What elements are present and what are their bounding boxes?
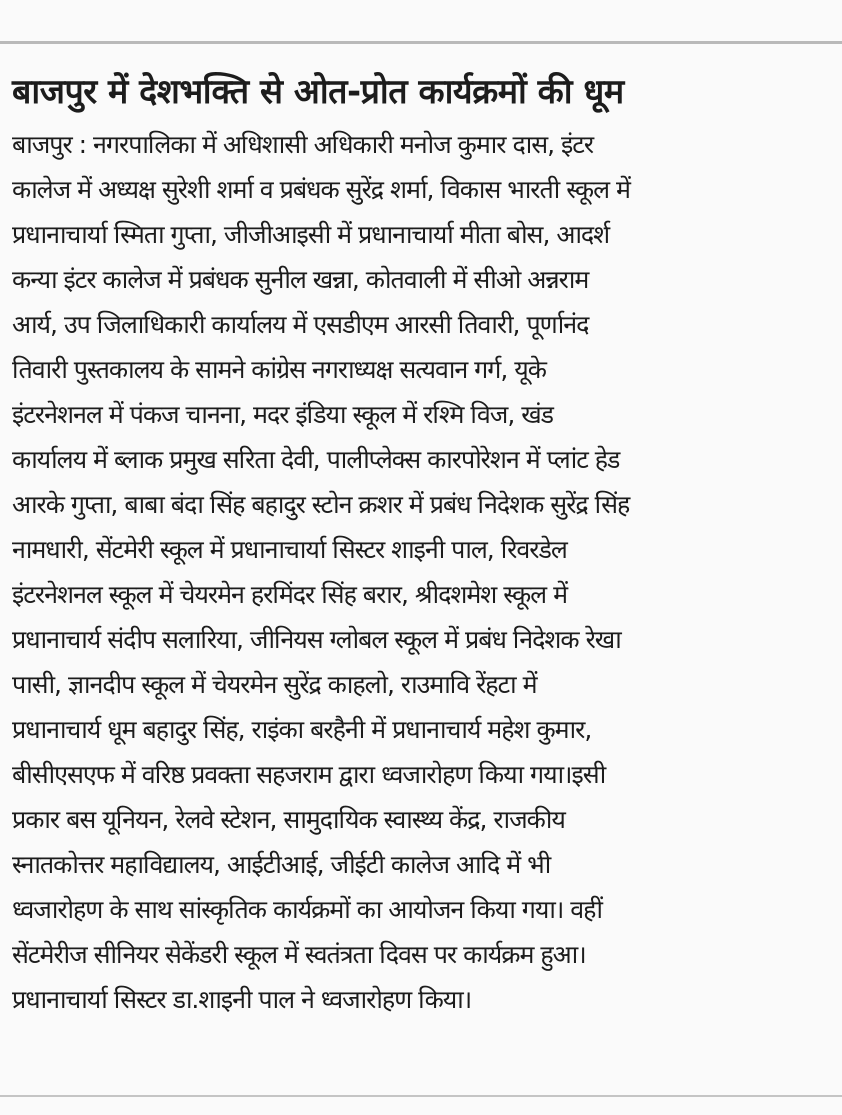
article-line: ध्वजारोहण के साथ सांस्कृतिक कार्यक्रमों का आयोजन किया गया। वहीं bbox=[12, 895, 602, 924]
article-headline: बाजपुर में देशभक्ति से ओत-प्रोत कार्यक्रमों की धूम bbox=[12, 72, 624, 112]
article-line: स्नातकोत्तर महाविद्यालय, आईटीआई, जीईटी कालेज आदि में भी bbox=[12, 850, 551, 879]
article-line: पासी, ज्ञानदीप स्कूल में चेयरमेन सुरेंद्र काहलो, राउमावि रेंहटा में bbox=[12, 670, 537, 699]
article-line: इंटरनेशनल स्कूल में चेयरमेन हरमिंदर सिंह बरार, श्रीदशमेश स्कूल में bbox=[12, 580, 568, 609]
top-divider bbox=[0, 41, 842, 44]
article-line: कालेज में अध्यक्ष सुरेशी शर्मा व प्रबंधक सुरेंद्र शर्मा, विकास भारती स्कूल में bbox=[12, 175, 630, 204]
article-line: कन्या इंटर कालेज में प्रबंधक सुनील खन्ना, कोतवाली में सीओ अन्नराम bbox=[12, 265, 589, 294]
article-line: प्रधानाचार्य संदीप सलारिया, जीनियस ग्लोबल स्कूल में प्रबंध निदेशक रेखा bbox=[12, 625, 621, 654]
article-line: बीसीएसएफ में वरिष्ठ प्रवक्ता सहजराम द्वारा ध्वजारोहण किया गया।इसी bbox=[12, 760, 606, 789]
article-line: प्रधानाचार्या स्मिता गुप्ता, जीजीआइसी में प्रधानाचार्या मीता बोस, आदर्श bbox=[12, 220, 610, 249]
article-line: इंटरनेशनल में पंकज चानना, मदर इंडिया स्कूल में रश्मि विज, खंड bbox=[12, 400, 554, 429]
article-body bbox=[12, 122, 830, 1022]
bottom-divider bbox=[0, 1095, 842, 1097]
news-article bbox=[12, 62, 830, 1022]
article-line: बाजपुर : नगरपालिका में अधिशासी अधिकारी मनोज कुमार दास, इंटर bbox=[12, 130, 594, 159]
article-line: सेंटमेरीज सीनियर सेकेंडरी स्कूल में स्वतंत्रता दिवस पर कार्यक्रम हुआ। bbox=[12, 940, 586, 969]
article-line: प्रकार बस यूनियन, रेलवे स्टेशन, सामुदायिक स्वास्थ्य केंद्र, राजकीय bbox=[12, 805, 565, 834]
article-line: कार्यालय में ब्लाक प्रमुख सरिता देवी, पालीप्लेक्स कारपोरेशन में प्लांट हेड bbox=[12, 445, 620, 474]
article-line: आर्य, उप जिलाधिकारी कार्यालय में एसडीएम आरसी तिवारी, पूर्णानंद bbox=[12, 310, 589, 339]
article-line: प्रधानाचार्य धूम बहादुर सिंह, राइंका बरहैनी में प्रधानाचार्य महेश कुमार, bbox=[12, 715, 592, 744]
article-line: नामधारी, सेंटमेरी स्कूल में प्रधानाचार्या सिस्टर शाइनी पाल, रिवरडेल bbox=[12, 535, 567, 564]
article-line: तिवारी पुस्तकालय के सामने कांग्रेस नगराध्यक्ष सत्यवान गर्ग, यूके bbox=[12, 355, 546, 384]
article-line: आरके गुप्ता, बाबा बंदा सिंह बहादुर स्टोन क्रशर में प्रबंध निदेशक सुरेंद्र सिंह bbox=[12, 490, 630, 519]
article-line: प्रधानाचार्या सिस्टर डा.शाइनी पाल ने ध्वजारोहण किया। bbox=[12, 985, 472, 1014]
